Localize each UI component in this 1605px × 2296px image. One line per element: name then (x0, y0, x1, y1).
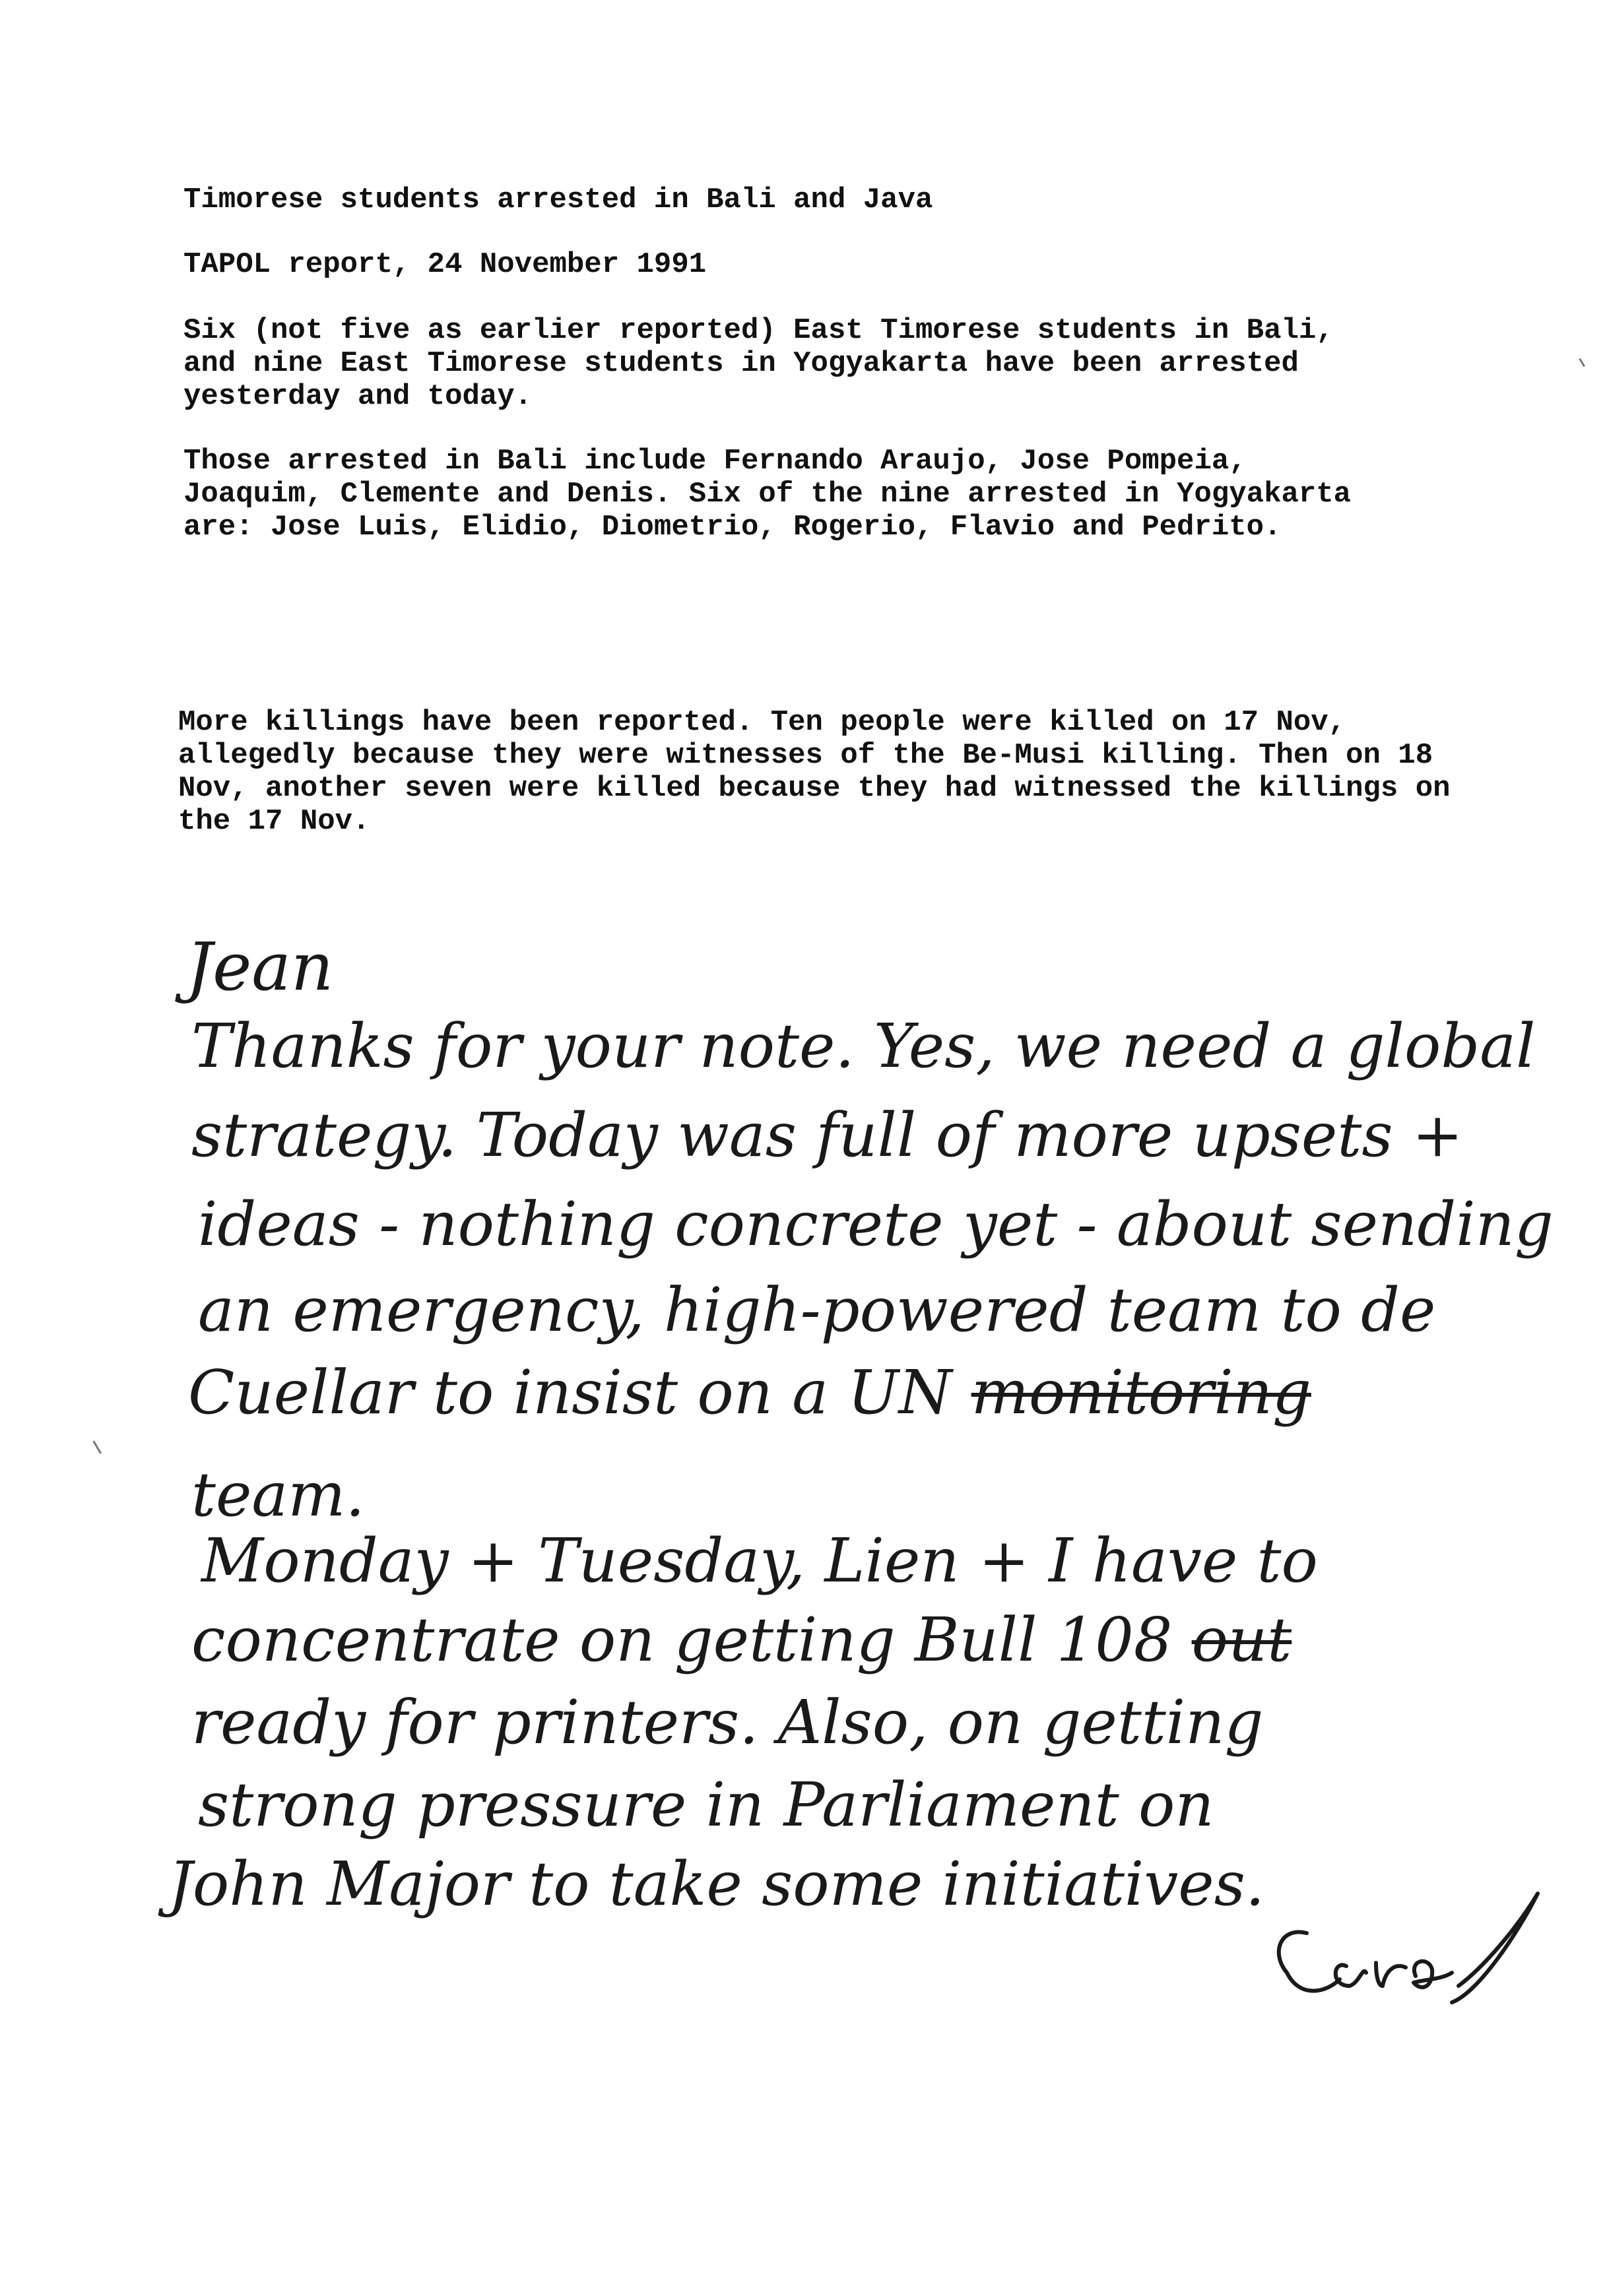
note-line: ideas - nothing concrete yet - about sending (198, 1189, 1554, 1260)
note-line: Thanks for your note. Yes, we need a global (191, 1011, 1536, 1081)
note-line: team. (191, 1459, 365, 1530)
note-line: strategy. Today was full of more upsets + (191, 1100, 1463, 1170)
note-line: Monday + Tuesday, Lien + I have to (201, 1525, 1318, 1596)
paragraph-arrests: Six (not five as earlier reported) East Timorese students in Bali, and nine East Timorese students in Yogyakarta have been arrested yesterday and today. (183, 314, 1334, 413)
handwritten-signature (1267, 1887, 1544, 2039)
note-line-with-strike (188, 1349, 1311, 1436)
report-source-line: TAPOL report, 24 November 1991 (183, 248, 707, 281)
note-line: an emergency, high-powered team to de (198, 1275, 1436, 1345)
note-line-text: Cuellar to insist on a UN (188, 1357, 952, 1428)
paragraph-killings: More killings have been reported. Ten people were killed on 17 Nov, allegedly because they were witnesses of the Be-Musi killing. Then on 18 Nov, another seven were killed because they had witnessed the killings on the 17 Nov. (178, 706, 1451, 838)
scan-mark (1579, 355, 1590, 367)
struck-word: out (1191, 1605, 1292, 1675)
note-salutation: Jean (186, 928, 334, 1005)
note-line: ready for printers. Also, on getting (191, 1687, 1264, 1758)
note-line-text: concentrate on getting Bull 108 (191, 1605, 1173, 1675)
paragraph-names: Those arrested in Bali include Fernando Araujo, Jose Pompeia, Joaquim, Clemente and Denis. Six of the nine arrested in Yogyakarta are: Jose Luis, Elidio, Diometrio, Rogerio, Flavio and Pedrito. (183, 445, 1352, 544)
document-title: Timorese students arrested in Bali and Java (183, 183, 933, 216)
note-line-with-strike (191, 1597, 1292, 1684)
scan-mark (92, 1437, 107, 1454)
note-line: strong pressure in Parliament on (198, 1770, 1214, 1840)
struck-word: monitoring (971, 1357, 1311, 1428)
note-line: John Major to take some initiatives. (168, 1849, 1265, 1919)
